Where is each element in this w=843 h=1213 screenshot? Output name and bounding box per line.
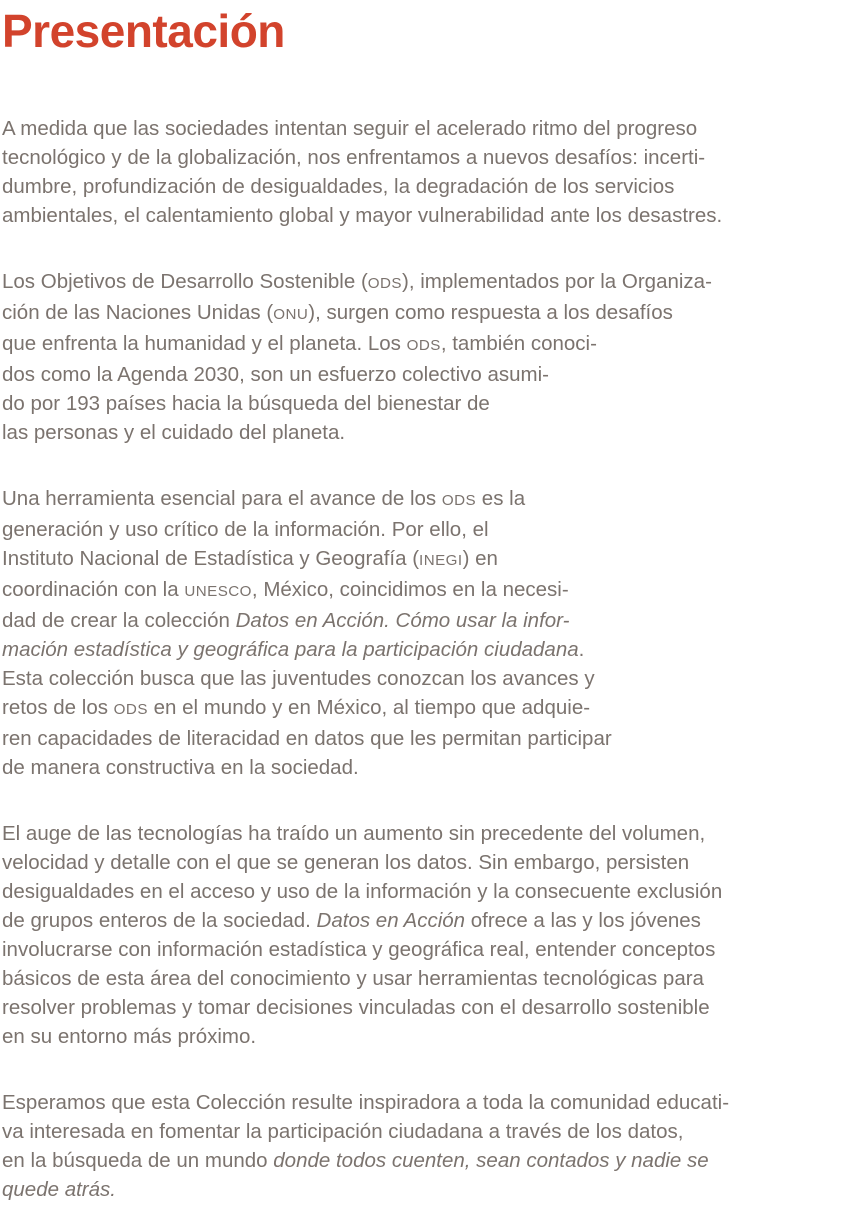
text-line [2, 635, 843, 664]
text-run: velocidad y detalle con el que se generan los datos. Sin embargo, persisten [2, 851, 690, 874]
text-line [2, 1088, 843, 1117]
text-run: A medida que las sociedades intentan seguir el acelerado ritmo del progreso [2, 117, 698, 140]
text-run: El auge de las tecnologías ha traído un aumento sin precedente del volumen, [2, 822, 706, 845]
text-line [2, 1117, 843, 1146]
smallcaps-acronym: ODS [406, 337, 441, 354]
text-line [2, 606, 843, 635]
text-run: de manera constructiva en la sociedad. [2, 756, 359, 779]
smallcaps-acronym: ODS [367, 275, 402, 292]
text-line [2, 877, 843, 906]
text-run: , México, coincidimos en la necesi- [251, 578, 569, 601]
text-line [2, 114, 843, 143]
text-run: desigualdades en el acceso y uso de la información y la consecuente exclusión [2, 880, 723, 903]
text-run: ), surgen como respuesta a los desafíos [308, 301, 673, 324]
text-line [2, 143, 843, 172]
text-line [2, 819, 843, 848]
text-run: es la [476, 487, 526, 510]
text-run: Instituto Nacional de Estadística y Geografía ( [2, 547, 420, 570]
smallcaps-acronym: UNESCO [184, 583, 252, 600]
text-run: en la búsqueda de un mundo [2, 1149, 274, 1172]
text-line [2, 964, 843, 993]
text-line [2, 848, 843, 877]
text-run: en el mundo y en México, al tiempo que adquie- [147, 696, 591, 719]
text-run: Esperamos que esta Colección resulte inspiradora a toda la comunidad educati- [2, 1091, 730, 1114]
text-line [2, 298, 843, 329]
text-run: do por 193 países hacia la búsqueda del bienestar de [2, 392, 490, 415]
italic-text: donde todos cuenten, sean contados y nadie se [273, 1149, 709, 1172]
paragraph [2, 1088, 843, 1204]
text-line [2, 544, 843, 575]
text-line [2, 267, 843, 298]
text-line [2, 664, 843, 693]
text-line [2, 172, 843, 201]
smallcaps-acronym: INEGI [419, 552, 463, 569]
italic-text: mación estadística y geográfica para la participación ciudadana [2, 638, 579, 661]
text-line [2, 360, 843, 389]
text-run: ), implementados por la Organiza- [402, 270, 712, 293]
text-run: Una herramienta esencial para el avance de los [2, 487, 442, 510]
italic-text: quede atrás. [2, 1178, 116, 1201]
text-run: involucrarse con información estadística y geográfica real, entender conceptos [2, 938, 716, 961]
text-run: dumbre, profundización de desigualdades, la degradación de los servicios [2, 175, 675, 198]
text-run: retos de los [2, 696, 114, 719]
text-line [2, 693, 843, 724]
text-run: ren capacidades de literacidad en datos que les permitan participar [2, 727, 612, 750]
body-text [2, 114, 843, 1204]
text-run: básicos de esta área del conocimiento y usar herramientas tecnológicas para [2, 967, 704, 990]
text-line [2, 753, 843, 782]
text-line [2, 1175, 843, 1204]
text-run: en su entorno más próximo. [2, 1025, 257, 1048]
text-line [2, 1022, 843, 1051]
text-run: resolver problemas y tomar decisiones vinculadas con el desarrollo sostenible [2, 996, 710, 1019]
text-run: de grupos enteros de la sociedad. [2, 909, 317, 932]
paragraph [2, 114, 843, 230]
text-run: Los Objetivos de Desarrollo Sostenible ( [2, 270, 368, 293]
text-line [2, 418, 843, 447]
paragraph [2, 267, 843, 447]
text-run: ción de las Naciones Unidas ( [2, 301, 274, 324]
text-run: coordinación con la [2, 578, 185, 601]
text-run: ) en [462, 547, 498, 570]
text-run: las personas y el cuidado del planeta. [2, 421, 346, 444]
paragraph [2, 484, 843, 782]
smallcaps-acronym: ODS [441, 492, 477, 509]
text-line [2, 389, 843, 418]
text-run: generación y uso crítico de la información. Por ello, el [2, 518, 489, 541]
text-line [2, 484, 843, 515]
smallcaps-acronym: ONU [273, 306, 309, 323]
italic-text: Datos en Acción. Cómo usar la infor- [235, 609, 570, 632]
text-line [2, 515, 843, 544]
text-run: Esta colección busca que las juventudes conozcan los avances y [2, 667, 595, 690]
text-run: ambientales, el calentamiento global y mayor vulnerabilidad ante los desastres. [2, 204, 723, 227]
smallcaps-acronym: ODS [113, 701, 148, 718]
text-run: . [578, 638, 585, 661]
text-line [2, 724, 843, 753]
text-line [2, 906, 843, 935]
text-run: , también conoci- [440, 332, 597, 355]
text-line [2, 201, 843, 230]
paragraph [2, 819, 843, 1051]
text-line [2, 935, 843, 964]
text-run: ofrece a las y los jóvenes [465, 909, 701, 932]
text-run: dos como la Agenda 2030, son un esfuerzo colectivo asumi- [2, 363, 549, 386]
text-run: tecnológico y de la globalización, nos enfrentamos a nuevos desafíos: incerti- [2, 146, 706, 169]
text-line [2, 575, 843, 606]
text-line [2, 329, 843, 360]
page-title: Presentación [2, 5, 285, 57]
italic-text: Datos en Acción [316, 909, 466, 932]
text-line [2, 993, 843, 1022]
text-run: va interesada en fomentar la participación ciudadana a través de los datos, [2, 1120, 684, 1143]
text-run: dad de crear la colección [2, 609, 236, 632]
text-line [2, 1146, 843, 1175]
text-run: que enfrenta la humanidad y el planeta. Los [2, 332, 407, 355]
